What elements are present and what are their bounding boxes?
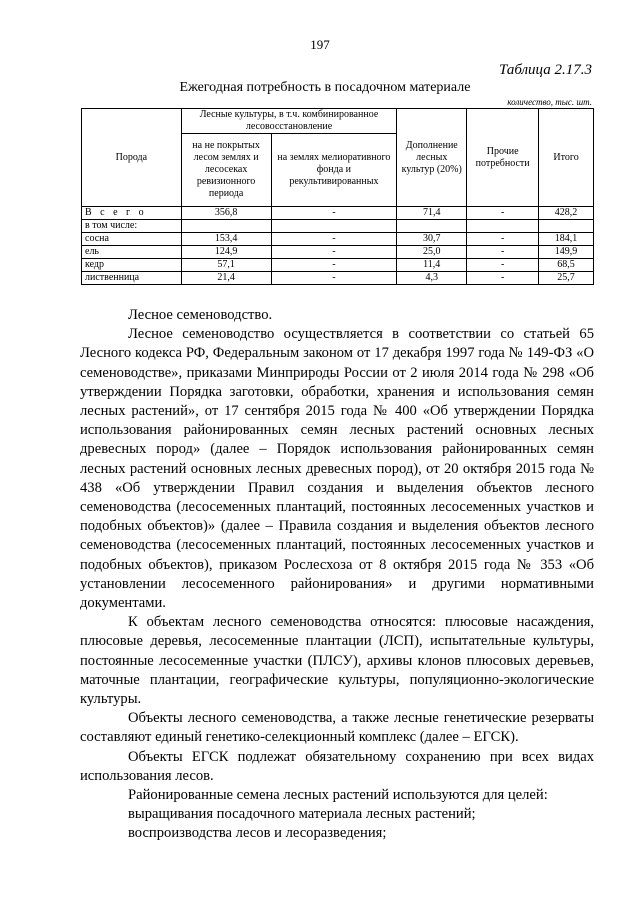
cell-total: 68,5	[539, 259, 594, 272]
header-reclaimed-lands: на землях мелиоративного фонда и рекультивированных	[271, 134, 397, 207]
cell-supplement: 25,0	[397, 246, 467, 259]
table-row	[82, 233, 594, 246]
header-supplement: Дополнение лесных культур (20%)	[397, 109, 467, 207]
cell-unforested: 57,1	[181, 259, 271, 272]
cell-supplement	[397, 220, 467, 233]
cell-other: -	[467, 233, 539, 246]
page-number: 197	[310, 37, 330, 52]
cell-other: -	[467, 246, 539, 259]
cell-species: В с е г о	[82, 207, 182, 220]
cell-reclaimed	[271, 220, 397, 233]
cell-reclaimed: -	[271, 233, 397, 246]
table-caption: Ежегодная потребность в посадочном материале	[179, 80, 471, 95]
table-label: Таблица 2.17.3	[499, 62, 592, 78]
header-total: Итого	[539, 109, 594, 207]
cell-supplement: 4,3	[397, 272, 467, 285]
seedling-demand-table	[81, 108, 594, 285]
cell-supplement: 11,4	[397, 259, 467, 272]
cell-total: 428,2	[539, 207, 594, 220]
body-text	[80, 306, 594, 844]
table-header-row	[82, 109, 594, 134]
cell-total: 184,1	[539, 233, 594, 246]
cell-species: кедр	[82, 259, 182, 272]
header-other-needs: Прочие потребности	[467, 109, 539, 207]
cell-reclaimed: -	[271, 246, 397, 259]
cell-unforested	[181, 220, 271, 233]
table-row	[82, 272, 594, 285]
cell-total	[539, 220, 594, 233]
section-heading: Лесное семеноводство.	[128, 307, 273, 323]
cell-species: лиственница	[82, 272, 182, 285]
cell-total: 149,9	[539, 246, 594, 259]
paragraph: Лесное семеноводство осуществляется в соответствии со статьей 65 Лесного кодекса РФ, Федеральным законом от 17 декабря 1997 года № 149-ФЗ «О семеноводстве», приказами Минприроды России от 2 июля 2014 года № 298 «Об утверждении Порядка заготовки, обработки, хранения и использования семян лесных растений», от 17 сентября 2015 года № 400 «Об утверждении Порядка использования районированных семян лесных растений основных лесных древесных пород» (далее – Порядок использования районированных семян лесных растений основных лесных древесных пород), от 20 октября 2015 года № 438 «Об утверждении Правил создания и выделения объектов лесного семеноводства (лесосеменных плантаций, постоянных лесосеменных участков и подобных объектов)» (далее – Правила создания и выделения объектов лесного семеноводства (лесосеменных плантаций, постоянных лесосеменных участков и подобных объектов), приказом Рослесхоза от 8 октября 2015 года № 353 «Об установлении лесосеменного районирования» и другими нормативными документами.	[80, 326, 594, 612]
header-unforested-lands: на не покрытых лесом землях и лесосеках ревизионного периода	[181, 134, 271, 207]
paragraph: Районированные семена лесных растений используются для целей:	[128, 787, 548, 804]
paragraph: К объектам лесного семеноводства относятся: плюсовые насаждения, плюсовые деревья, лесосеменные плантации (ЛСП), испытательные культуры, постоянные лесосеменные участки (ПЛСУ), архивы клонов плюсовых деревьев, маточные плантации, географические культуры, популяционно-экологические культуры.	[80, 614, 594, 708]
cell-supplement: 71,4	[397, 207, 467, 220]
table-body	[82, 207, 594, 285]
paragraph: выращивания посадочного материала лесных растений;	[128, 806, 476, 823]
cell-unforested: 356,8	[181, 207, 271, 220]
paragraph: воспроизводства лесов и лесоразведения;	[128, 825, 387, 842]
header-species: Порода	[82, 109, 182, 207]
cell-reclaimed: -	[271, 207, 397, 220]
paragraph: Объекты лесного семеноводства, а также лесные генетические резерваты составляют единый генетико-селекционный комплекс (далее – ЕГСК).	[80, 710, 594, 746]
cell-unforested: 21,4	[181, 272, 271, 285]
unit-note: количество, тыс. шт.	[507, 97, 592, 107]
header-forest-crops-group: Лесные культуры, в т.ч. комбинированное лесовосстановление	[181, 109, 397, 134]
table-row	[82, 246, 594, 259]
table-row	[82, 220, 594, 233]
table-row	[82, 259, 594, 272]
cell-other: -	[467, 272, 539, 285]
cell-species: ель	[82, 246, 182, 259]
cell-other	[467, 220, 539, 233]
cell-other: -	[467, 207, 539, 220]
cell-unforested: 153,4	[181, 233, 271, 246]
cell-species: в том числе:	[82, 220, 182, 233]
cell-total: 25,7	[539, 272, 594, 285]
cell-reclaimed: -	[271, 259, 397, 272]
cell-supplement: 30,7	[397, 233, 467, 246]
cell-unforested: 124,9	[181, 246, 271, 259]
cell-reclaimed: -	[271, 272, 397, 285]
paragraph: Объекты ЕГСК подлежат обязательному сохранению при всех видах использования лесов.	[80, 748, 594, 784]
cell-species: сосна	[82, 233, 182, 246]
cell-other: -	[467, 259, 539, 272]
table-row	[82, 207, 594, 220]
